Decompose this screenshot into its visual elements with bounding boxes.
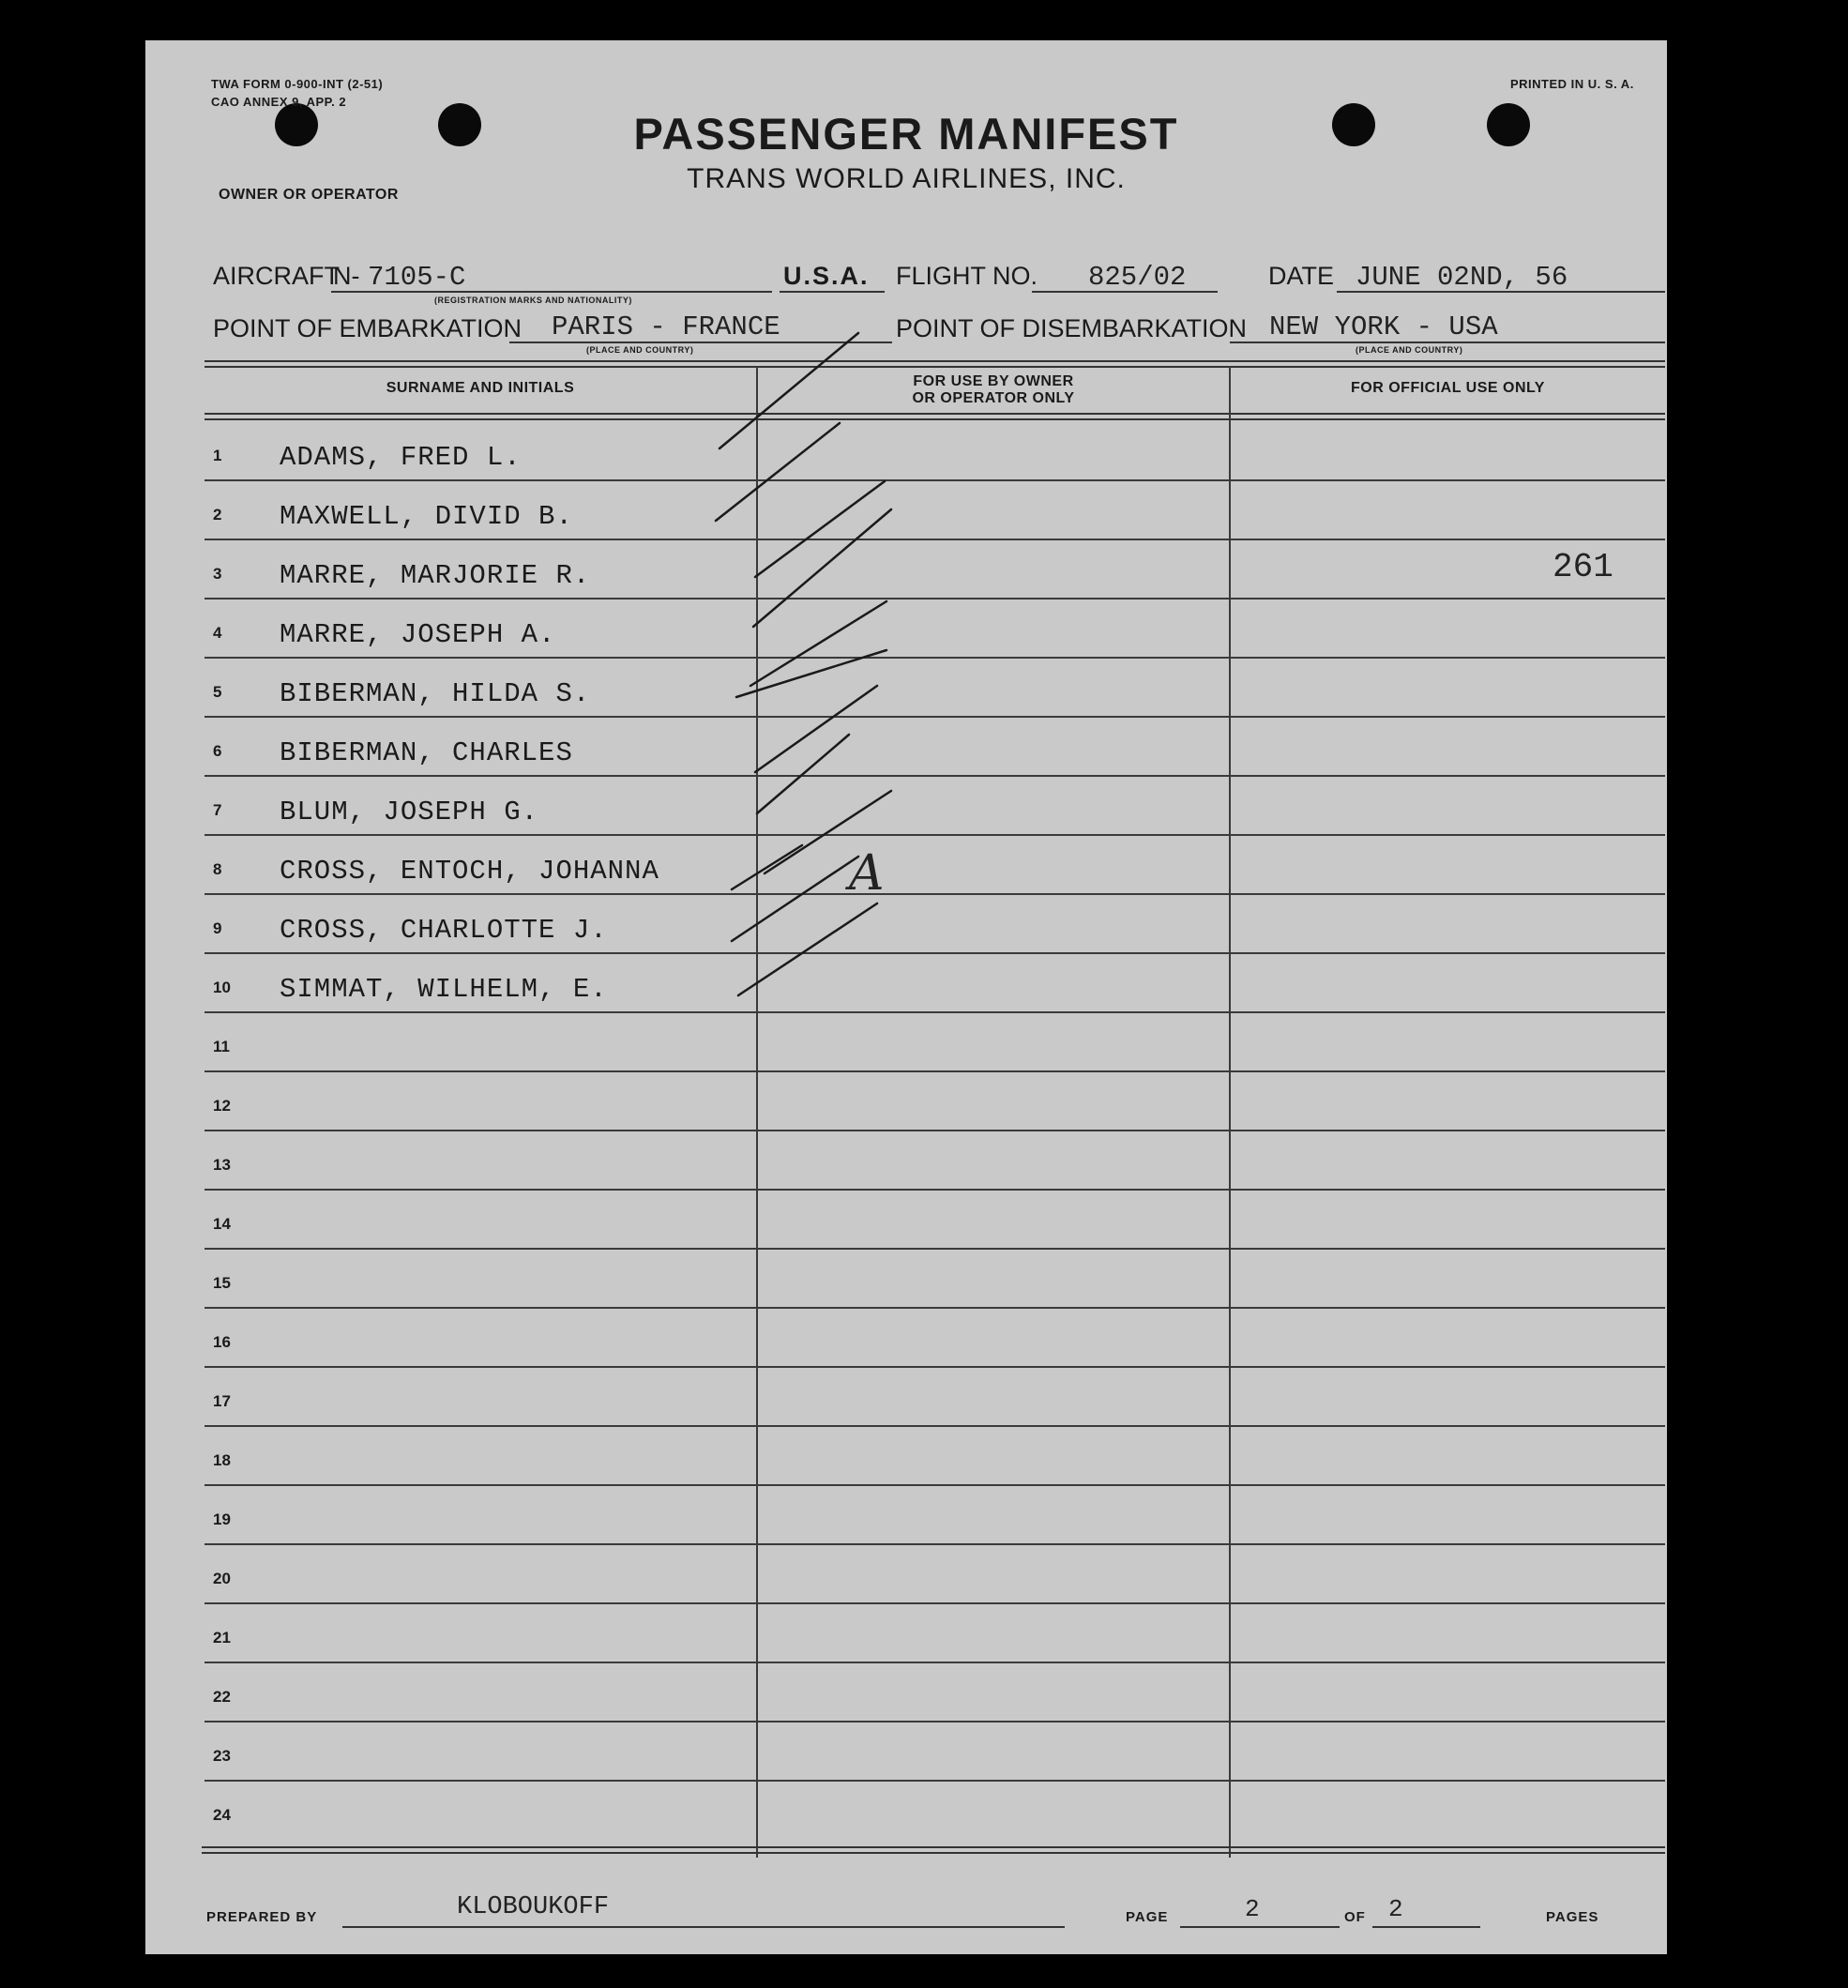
row-number: 13 [213, 1156, 231, 1174]
row-number: 6 [213, 742, 222, 760]
check-mark [736, 650, 886, 697]
row-number: 2 [213, 506, 222, 524]
column-header-owner-line1: FOR USE BY OWNER [913, 373, 1074, 389]
date-label: DATE [1268, 262, 1335, 290]
row-number: 9 [213, 919, 222, 937]
pages-label: PAGES [1546, 1909, 1599, 1925]
embark-label: POINT OF EMBARKATION [213, 314, 523, 342]
row-number: 7 [213, 801, 222, 819]
manifest-sheet [145, 40, 1667, 1954]
column-header-official: FOR OFFICIAL USE ONLY [1351, 380, 1545, 396]
row-number: 21 [213, 1629, 231, 1647]
row-number: 3 [213, 565, 222, 583]
passenger-name: CROSS, CHARLOTTE J. [280, 915, 608, 946]
passenger-name: ADAMS, FRED L. [280, 442, 522, 473]
date-value: JUNE 02ND, 56 [1356, 262, 1568, 293]
flight-value: 825/02 [1088, 262, 1187, 293]
disembark-value: NEW YORK - USA [1269, 311, 1498, 342]
owner-label: OWNER OR OPERATOR [219, 187, 399, 203]
flight-label: FLIGHT NO. [896, 262, 1038, 290]
disembark-caption: (PLACE AND COUNTRY) [1356, 345, 1463, 355]
handwritten-mark: A [849, 845, 885, 902]
check-mark [716, 423, 840, 521]
check-mark [750, 601, 886, 686]
check-mark [732, 845, 802, 889]
passenger-name: BLUM, JOSEPH G. [280, 797, 539, 827]
disembark-label: POINT OF DISEMBARKATION [896, 314, 1248, 342]
of-value: 2 [1388, 1895, 1403, 1923]
row-number: 22 [213, 1688, 231, 1706]
check-mark [755, 686, 877, 772]
form-annex: CAO ANNEX 9, APP. 2 [211, 95, 347, 109]
row-number: 8 [213, 860, 222, 878]
row-number: 5 [213, 683, 222, 701]
check-mark [738, 903, 877, 995]
aircraft-value: 7105-C [368, 262, 466, 293]
embark-caption: (PLACE AND COUNTRY) [586, 345, 694, 355]
row-number: 11 [213, 1038, 230, 1055]
form-number: TWA FORM 0-900-INT (2-51) [211, 77, 384, 91]
row-number: 10 [213, 979, 231, 996]
row-number: 12 [213, 1097, 231, 1115]
row-number: 14 [213, 1215, 231, 1233]
aircraft-prefix: N- [333, 262, 360, 290]
passenger-name: BIBERMAN, HILDA S. [280, 678, 591, 709]
airline-name: TRANS WORLD AIRLINES, INC. [687, 163, 1126, 194]
of-underline [1372, 1926, 1480, 1928]
page-label: PAGE [1126, 1909, 1169, 1925]
aircraft-label: AIRCRAFT [213, 262, 340, 290]
embark-value: PARIS - FRANCE [552, 311, 780, 342]
passenger-name: BIBERMAN, CHARLES [280, 737, 573, 768]
prepared-by-value: KLOBOUKOFF [457, 1893, 610, 1921]
row-number: 20 [213, 1570, 231, 1587]
passenger-name: MAXWELL, DIVID B. [280, 501, 573, 532]
prepared-by-label: PREPARED BY [206, 1909, 318, 1925]
passenger-name: CROSS, ENTOCH, JOHANNA [280, 856, 659, 887]
check-mark [720, 333, 858, 448]
passenger-name: MARRE, MARJORIE R. [280, 560, 591, 591]
page-underline [1180, 1926, 1340, 1928]
row-number: 23 [213, 1747, 231, 1765]
row-number: 24 [213, 1806, 231, 1824]
printed-in: PRINTED IN U. S. A. [1510, 77, 1634, 91]
row-number: 16 [213, 1333, 231, 1351]
row-number: 15 [213, 1274, 231, 1292]
row-number: 17 [213, 1392, 231, 1410]
row-number: 1 [213, 447, 222, 464]
column-header-owner-line2: OR OPERATOR ONLY [912, 390, 1075, 406]
nationality: U.S.A. [783, 262, 870, 290]
row-number: 19 [213, 1510, 231, 1528]
form-title: PASSENGER MANIFEST [633, 109, 1179, 159]
passenger-name: MARRE, JOSEPH A. [280, 619, 556, 650]
page-value: 2 [1245, 1895, 1260, 1923]
passenger-name: SIMMAT, WILHELM, E. [280, 974, 608, 1005]
official-use-value: 261 [1553, 548, 1613, 586]
prepared-by-underline [342, 1926, 1065, 1928]
check-mark [755, 481, 885, 577]
check-mark [757, 735, 849, 813]
registration-caption: (REGISTRATION MARKS AND NATIONALITY) [434, 296, 632, 305]
of-label: OF [1344, 1909, 1366, 1925]
row-number: 4 [213, 624, 222, 642]
row-number: 18 [213, 1451, 231, 1469]
column-header-surname: SURNAME AND INITIALS [386, 380, 575, 396]
handwritten-check-marks [145, 40, 1667, 1954]
